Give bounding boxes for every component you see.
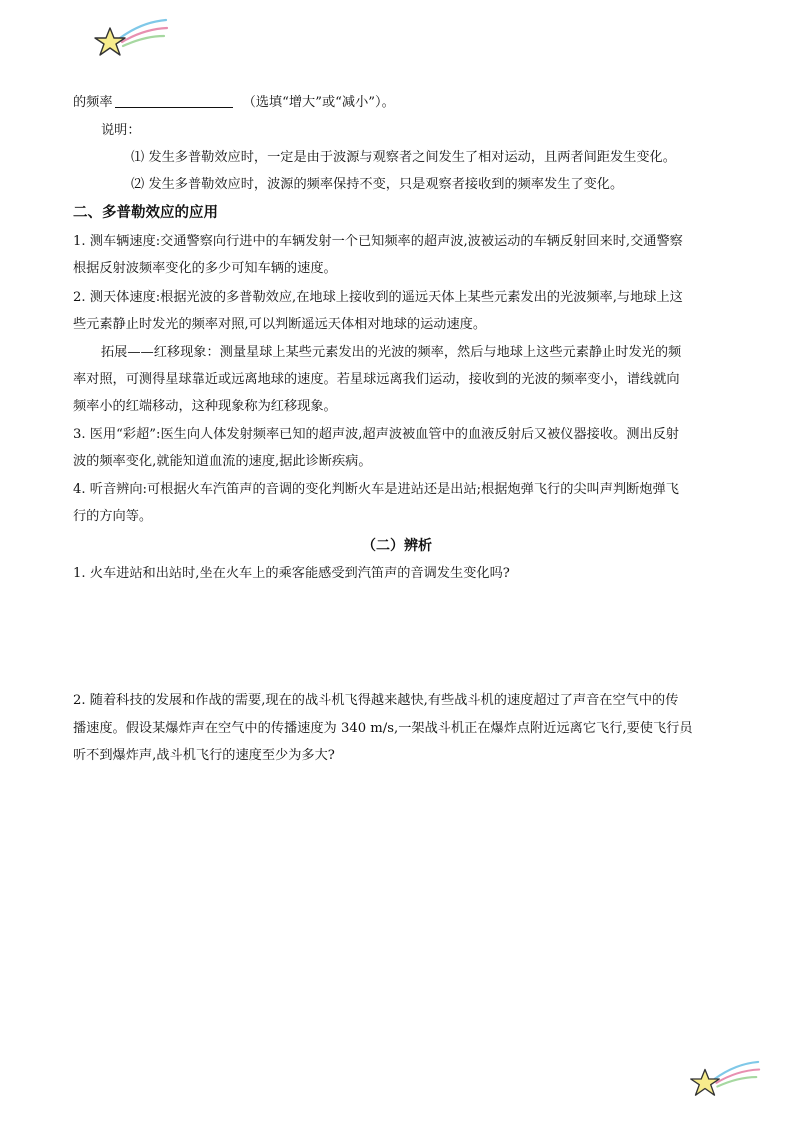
shooting-star-icon [686, 1056, 762, 1102]
intro-fill-blank-line [73, 92, 733, 114]
paragraph-line: 1. 测车辆速度:交通警察向行进中的车辆发射一个已知频率的超声波,波被运动的车辆反射回来时,交通警察 [73, 234, 683, 249]
answer-blank[interactable] [115, 93, 233, 108]
paragraph-line: 根据反射波频率变化的多少可知车辆的速度。 [73, 261, 337, 276]
paragraph-line: 率对照，可测得星球靠近或远离地球的速度。若星球远离我们运动，接收到的光波的频率变小，谱线就向 [73, 372, 680, 387]
question-2-line: 听不到爆炸声,战斗机飞行的速度至少为多大? [73, 748, 335, 763]
paragraph-line: 2. 测天体速度:根据光波的多普勒效应,在地球上接收到的遥远天体上某些元素发出的光波频率,与地球上这 [73, 290, 683, 305]
intro-suffix: （选填“增大”或“减小”）。 [242, 95, 395, 110]
section-title: 二、多普勒效应的应用 [73, 205, 218, 221]
paragraph-line: 拓展——红移现象：测量星球上某些元素发出的光波的频率，然后与地球上这些元素静止时发光的频 [101, 345, 682, 360]
paragraph-line: 3. 医用“彩超”:医生向人体发射频率已知的超声波,超声波被血管中的血液反射后又被仪器接收。测出反射 [73, 427, 679, 442]
note-item: ⑵ 发生多普勒效应时，波源的频率保持不变，只是观察者接收到的频率发生了变化。 [131, 177, 624, 192]
question-2-line: 播速度。假设某爆炸声在空气中的传播速度为 340 m/s,一架战斗机正在爆炸点附近远离它飞行,要使飞行员 [73, 721, 693, 736]
note-label: 说明： [101, 123, 141, 138]
paragraph-line: 行的方向等。 [73, 509, 153, 524]
intro-prefix: 的频率 [73, 95, 113, 110]
note-item: ⑴ 发生多普勒效应时，一定是由于波源与观察者之间发生了相对运动，且两者间距发生变化。 [131, 150, 676, 165]
analysis-title: （二）辨析 [362, 538, 432, 554]
shooting-star-icon [90, 14, 170, 62]
paragraph-line: 频率小的红端移动，这种现象称为红移现象。 [73, 399, 337, 414]
paragraph-line: 波的频率变化,就能知道血流的速度,据此诊断疾病。 [73, 454, 372, 469]
question-2-line: 2. 随着科技的发展和作战的需要,现在的战斗机飞得越来越快,有些战斗机的速度超过了声音在空气中的传 [73, 693, 679, 708]
paragraph-line: 些元素静止时发光的频率对照,可以判断遥远天体相对地球的运动速度。 [73, 317, 487, 332]
question-1: 1. 火车进站和出站时,坐在火车上的乘客能感受到汽笛声的音调发生变化吗? [73, 566, 510, 581]
paragraph-line: 4. 听音辨向:可根据火车汽笛声的音调的变化判断火车是进站还是出站;根据炮弹飞行的尖叫声判断炮弹飞 [73, 482, 679, 497]
